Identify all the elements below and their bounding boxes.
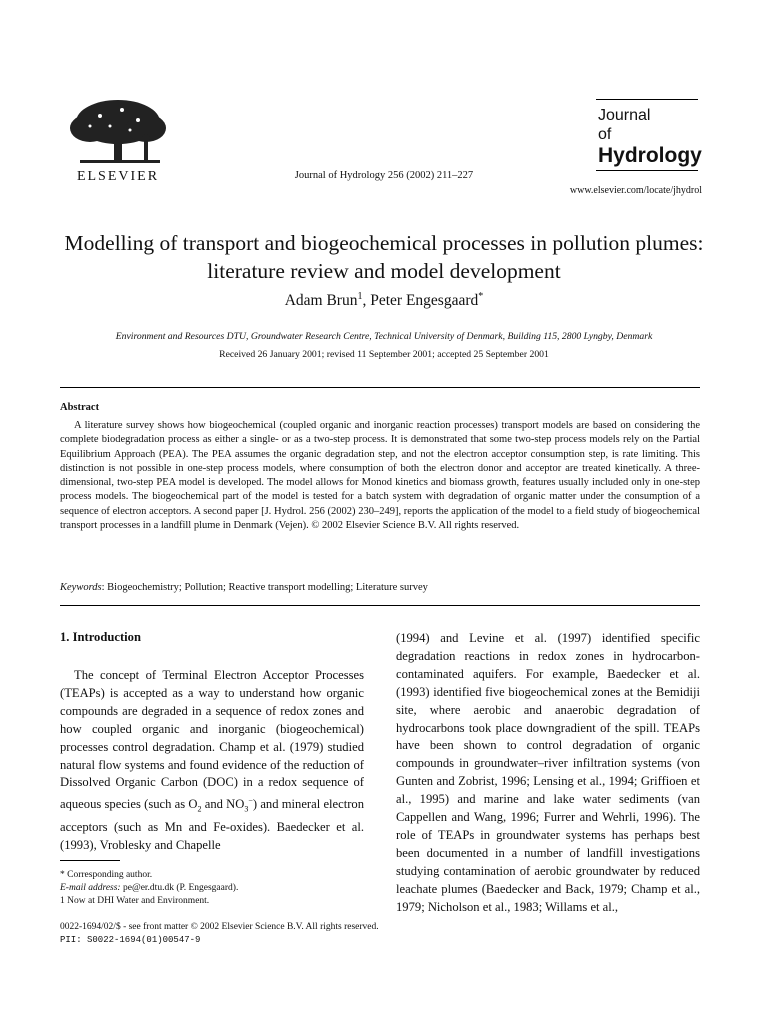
author-1: Adam Brun (284, 292, 358, 309)
article-dates: Received 26 January 2001; revised 11 September 2001; accepted 25 September 2001 (219, 349, 549, 360)
left-text-part3: ) and mineral electron acceptors (such as Mn and Fe-oxides). Baedecker et al. (1993), Vroblesky and Chapelle (60, 797, 365, 852)
divider-bottom (60, 605, 700, 606)
left-column-text (60, 667, 364, 855)
author-1-mark: 1 (357, 290, 363, 302)
author-separator: , (362, 292, 371, 309)
abstract-text: A literature survey shows how biogeochemical (coupled organic and inorganic reaction processes) transport models are based on considering the complete biodegradation process as either a single- or as a two-step process. It is demonstrated that some two-step process models rely on the Partial Equilibrium Approach (PEA). The PEA assumes the organic degradation step, and not the electron acceptor consumption step, is rate limiting. This distinction is not possible in one-step process models, where consumption of both the electron donor and acceptor are treated kinetically. A three-dimensional, two-step PEA model is developed. The model allows for Monod kinetics and biomass growth, features usually included only in one-step process models. The biogeochemical part of the model is tested for a batch system with degradation of organic matter under the consumption of a sequence of electron acceptors. A second paper [J. Hydrol. 256 (2002) 230–249], reports the application of the model to a field study of biogeochemical transport processes in a landfill plume in Denmark (Vejen). © 2002 Elsevier Science B.V. All rights reserved. (60, 420, 700, 532)
copyright-line: 0022-1694/02/$ - see front matter © 2002 Elsevier Science B.V. All rights reserved. (60, 922, 379, 932)
author-2: Peter Engesgaard (370, 292, 479, 309)
abstract-heading: Abstract (60, 402, 100, 413)
elsevier-tree-logo (60, 96, 176, 168)
footnote-rule (60, 860, 120, 861)
keywords-list: : Biogeochemistry; Pollution; Reactive transport modelling; Literature survey (101, 582, 428, 593)
journal-logo-rule-bottom (596, 170, 698, 171)
o2-subscript: 2 (197, 805, 202, 815)
email-label: E-mail address: (60, 883, 121, 893)
no3-subscript: 3 (244, 805, 249, 815)
affiliation: Environment and Resources DTU, Groundwater Research Centre, Technical University of Denmark, Building 115, 2800 Lyngby, Denmark (115, 331, 653, 342)
author-list (40, 292, 728, 310)
footnote-email (60, 882, 360, 895)
article-title: Modelling of transport and biogeochemical processes in pollution plumes: literature review and model development (64, 231, 704, 283)
left-text-part1: The concept of Terminal Electron Acceptor Processes (TEAPs) is accepted as a way to understand how organic compounds are degraded in a sequence of redox zones and how coupled organic and inorganic (biogeochemical) processes control degradation. Champ et al. (1979) studied natural flow systems and found evidence of the reduction of Dissolved Organic Carbon (DOC) in a redox sequence of aqueous species (such as O (60, 668, 364, 812)
section-heading: 1. Introduction (60, 630, 141, 644)
journal-url[interactable]: www.elsevier.com/locate/jhydrol (569, 185, 702, 196)
journal-logo-line3: Hydrology (598, 144, 702, 167)
email-value[interactable]: pe@er.dtu.dk (P. Engesgaard). (120, 883, 239, 893)
divider-top (60, 387, 700, 388)
author-2-mark: * (478, 290, 484, 302)
right-column-text: (1994) and Levine et al. (1997) identified specific degradation reactions in redox zones in hydrocarbon-contaminated aquifers. For example, Baedecker et al. (1993) identified five biogeochemical zones at the Bemidiji site, where aerobic and anaerobic degradation of hydrocarbons took place downgradient of the spill. TEAPs have been shown to control degradation of organic compounds in groundwater–river infiltration systems (von Gunten and Zobrist, 1996; Lensing et al., 1994; Griffioen et al., 1995) and marine and lake water sediments (van Cappellen and Wang, 1996; Furrer and Wehrli, 1996). The role of TEAPs in groundwater systems has perhaps best been documented in a number of landfill investigations studying contamination of aerobic groundwater by reduced leachate plumes (Baedecker and Back, 1979; Champ et al., 1979; Nicholson et al., 1983; Willams et al., (396, 631, 700, 914)
footnote-corresponding: * Corresponding author. (60, 870, 153, 880)
footnote-affiliation: 1 Now at DHI Water and Environment. (60, 896, 210, 906)
no3-superscript: − (248, 796, 253, 806)
journal-logo-rule-top (596, 99, 698, 100)
keywords-label: Keywords (60, 582, 102, 593)
pii-line: PII: S0022-1694(01)00547-9 (60, 935, 201, 945)
publisher-name: ELSEVIER (76, 169, 160, 184)
keywords (60, 582, 428, 593)
journal-logo-line1: Journal (598, 107, 651, 124)
journal-logo-line2: of (598, 126, 612, 143)
left-text-part2: and NO (201, 797, 245, 812)
journal-citation: Journal of Hydrology 256 (2002) 211–227 (294, 170, 474, 181)
